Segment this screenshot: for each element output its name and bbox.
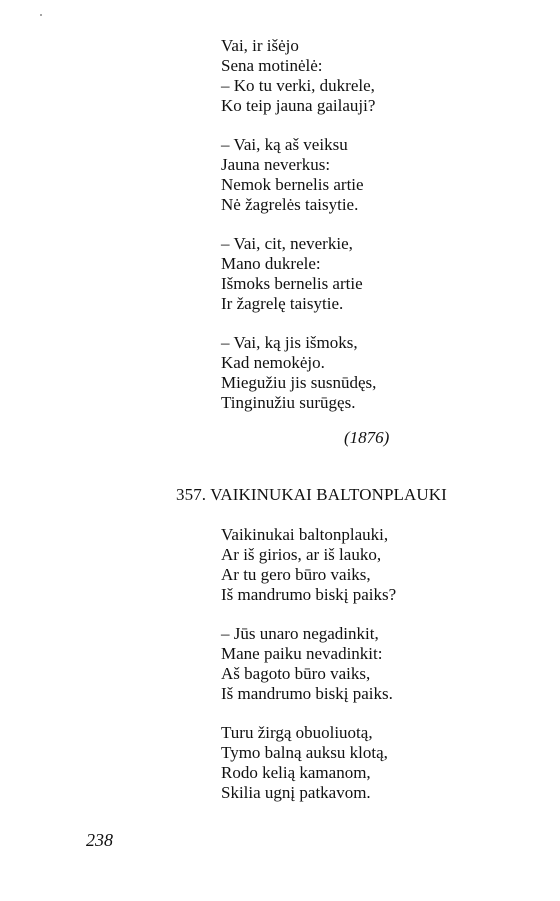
verse-line: Turu žirgą obuoliuotą, bbox=[221, 723, 373, 742]
stanza bbox=[221, 624, 481, 704]
verse-line: Tymo balną auksu klotą, bbox=[221, 743, 388, 762]
verse-line: Kad nemokėjo. bbox=[221, 353, 325, 372]
verse-line: Vaikinukai baltonplauki, bbox=[221, 525, 389, 544]
verse-line: Vai, ir išėjo bbox=[221, 36, 299, 55]
verse-line: Rodo kelią kamanom, bbox=[221, 763, 371, 782]
verse-line: Tinginužiu surūgęs. bbox=[221, 393, 356, 412]
verse-line: Skilia ugnį patkavom. bbox=[221, 783, 371, 802]
page-number: 238 bbox=[86, 830, 113, 850]
verse-line: Miegužiu jis susnūdęs, bbox=[221, 373, 377, 392]
verse-line: Nė žagrelės taisytie. bbox=[221, 195, 359, 214]
verse-line: – Vai, cit, neverkie, bbox=[221, 234, 353, 253]
song-text bbox=[221, 525, 481, 803]
poem-continued bbox=[221, 36, 481, 413]
verse-line: Iš mandrumo biskį paiks? bbox=[221, 585, 397, 604]
verse-line: – Vai, ką jis išmoks, bbox=[221, 333, 358, 352]
verse-line: Mano dukrele: bbox=[221, 254, 321, 273]
verse-line: Išmoks bernelis artie bbox=[221, 274, 363, 293]
verse-line: Jauna neverkus: bbox=[221, 155, 331, 174]
verse-line: Ar iš girios, ar iš lauko, bbox=[221, 545, 382, 564]
verse-line: Ko teip jauna gailauji? bbox=[221, 96, 376, 115]
song-title: 357. VAIKINUKAI BALTONPLAUKI bbox=[176, 485, 447, 504]
verse-line: – Vai, ką aš veiksu bbox=[221, 135, 348, 154]
stanza bbox=[221, 333, 481, 413]
verse-line: Aš bagoto būro vaiks, bbox=[221, 664, 371, 683]
verse-line: Mane paiku nevadinkit: bbox=[221, 644, 383, 663]
verse-line: Ir žagrelę taisytie. bbox=[221, 294, 344, 313]
scan-speck bbox=[40, 14, 42, 16]
poem-date: (1876) bbox=[344, 428, 390, 447]
stanza bbox=[221, 525, 481, 605]
stanza bbox=[221, 135, 481, 215]
verse-line: Ar tu gero būro vaiks, bbox=[221, 565, 371, 584]
verse-line: Iš mandrumo biskį paiks. bbox=[221, 684, 393, 703]
stanza bbox=[221, 36, 481, 116]
verse-line: Nemok bernelis artie bbox=[221, 175, 364, 194]
verse-line: Sena motinėlė: bbox=[221, 56, 323, 75]
stanza bbox=[221, 723, 481, 803]
stanza bbox=[221, 234, 481, 314]
verse-line: – Ko tu verki, dukrele, bbox=[221, 76, 375, 95]
verse-line: – Jūs unaro negadinkit, bbox=[221, 624, 379, 643]
